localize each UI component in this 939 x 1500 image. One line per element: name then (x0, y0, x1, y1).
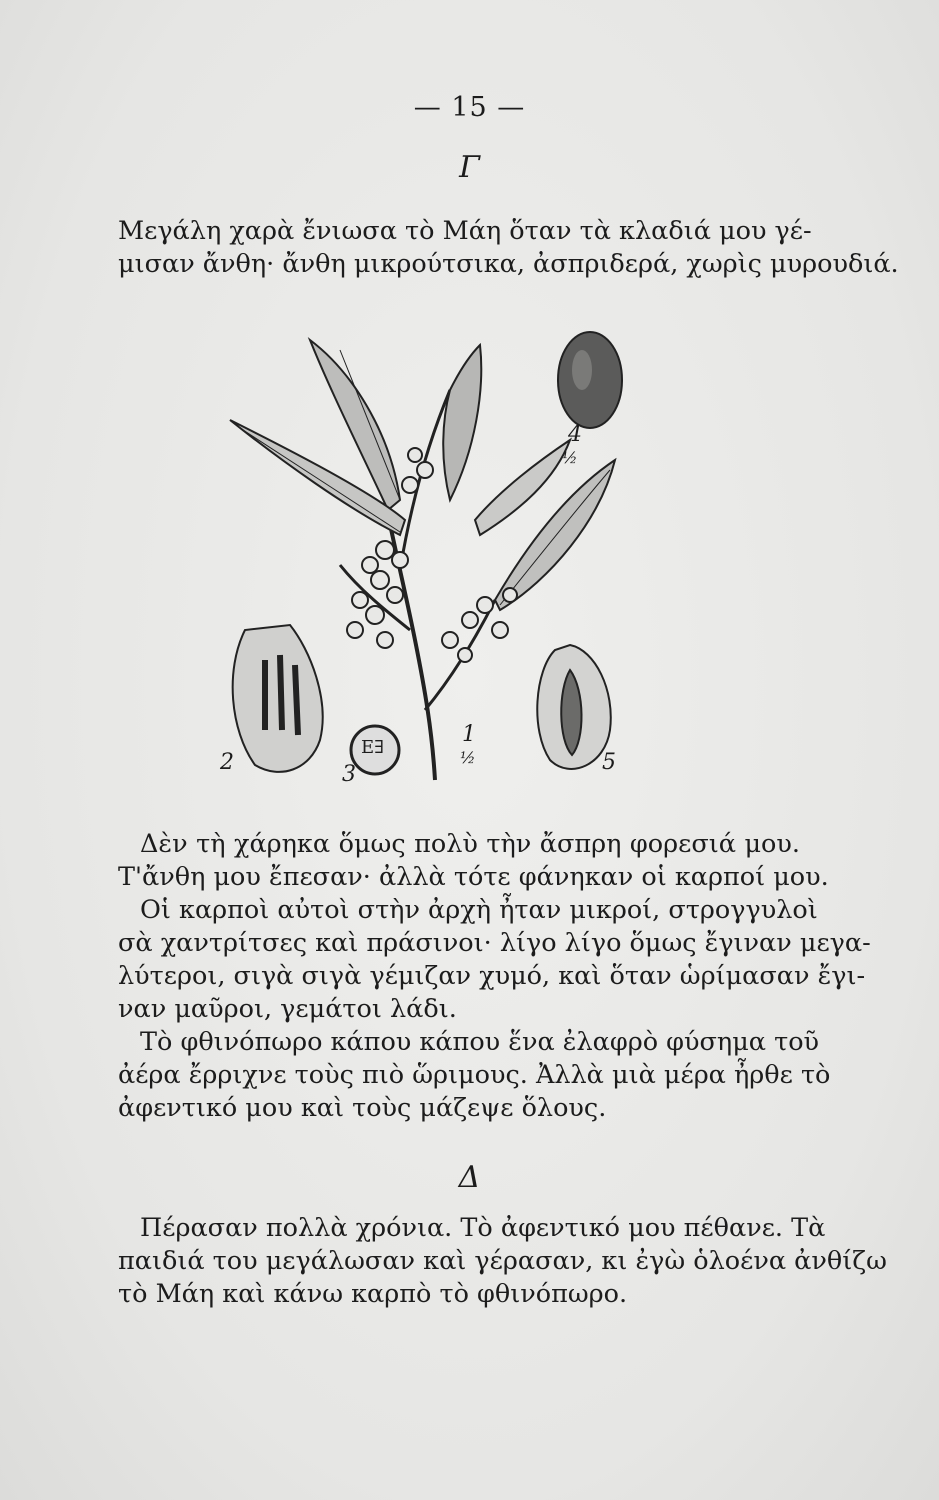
paragraph-intro (118, 215, 899, 281)
page-number: — 15 — (413, 92, 526, 123)
olive-branch-drawing (210, 310, 630, 800)
figure-label: 5 (602, 750, 616, 775)
seal-label: Ε∃ (361, 737, 384, 758)
text-line: Μεγάλη χαρὰ ἔνιωσα τὸ Μάη ὅταν τὰ κλαδιά μου γέ- (118, 216, 812, 246)
text-line: Τ'ἄνθη μου ἔπεσαν· ἀλλὰ τότε φάνηκαν οἱ καρποί μου. (118, 862, 829, 892)
section-heading-delta: Δ (458, 1160, 481, 1195)
paragraph-years (118, 1212, 887, 1311)
figure-label: 1 (462, 722, 476, 747)
text-line: Τὸ φθινόπωρο κάπου κάπου ἕνα ἐλαφρὸ φύσημα τοῦ (140, 1027, 820, 1057)
figure-label: 3 (342, 762, 356, 787)
text-line: παιδιά του μεγάλωσαν καὶ γέρασαν, κι ἐγὼ ὁλοένα ἀνθίζω (118, 1246, 887, 1276)
olive-branch-illustration (210, 310, 630, 800)
text-line: ἀέρα ἔρριχνε τοὺς πιὸ ὥριμους. Ἀλλὰ μιὰ μέρα ἦρθε τὸ (118, 1060, 831, 1090)
figure-label: 2 (220, 750, 234, 775)
text-line: ἀφεντικό μου καὶ τοὺς μάζεψε ὅλους. (118, 1093, 607, 1123)
text-line: λύτεροι, σιγὰ σιγὰ γέμιζαν χυμό, καὶ ὅταν ὡρίμασαν ἔγι- (118, 961, 866, 991)
text-line: Δὲν τὴ χάρηκα ὅμως πολὺ τὴν ἄσπρη φορεσιά μου. (140, 829, 800, 859)
text-line: μισαν ἄνθη· ἄνθη μικρούτσικα, ἀσπριδερά, χωρὶς μυρουδιά. (118, 249, 899, 279)
text-line: σὰ χαντρίτσες καὶ πράσινοι· λίγο λίγο ὅμως ἔγιναν μεγα- (118, 928, 871, 958)
text-line: Πέρασαν πολλὰ χρόνια. Τὸ ἀφεντικό μου πέθανε. Τὰ (140, 1213, 826, 1243)
text-line: τὸ Μάη καὶ κάνω καρπὸ τὸ φθινόπωρο. (118, 1279, 628, 1309)
text-line: Οἱ καρποὶ αὐτοὶ στὴν ἀρχὴ ἦταν μικροί, στρογγυλοὶ (140, 895, 818, 925)
text-line: ναν μαῦροι, γεμάτοι λάδι. (118, 994, 457, 1024)
figure-label: ½ (562, 448, 578, 467)
section-heading-gamma: Γ (459, 150, 480, 185)
figure-label: 4 (568, 422, 582, 447)
paragraph-fruits (118, 828, 871, 1125)
figure-label: ½ (460, 748, 476, 767)
